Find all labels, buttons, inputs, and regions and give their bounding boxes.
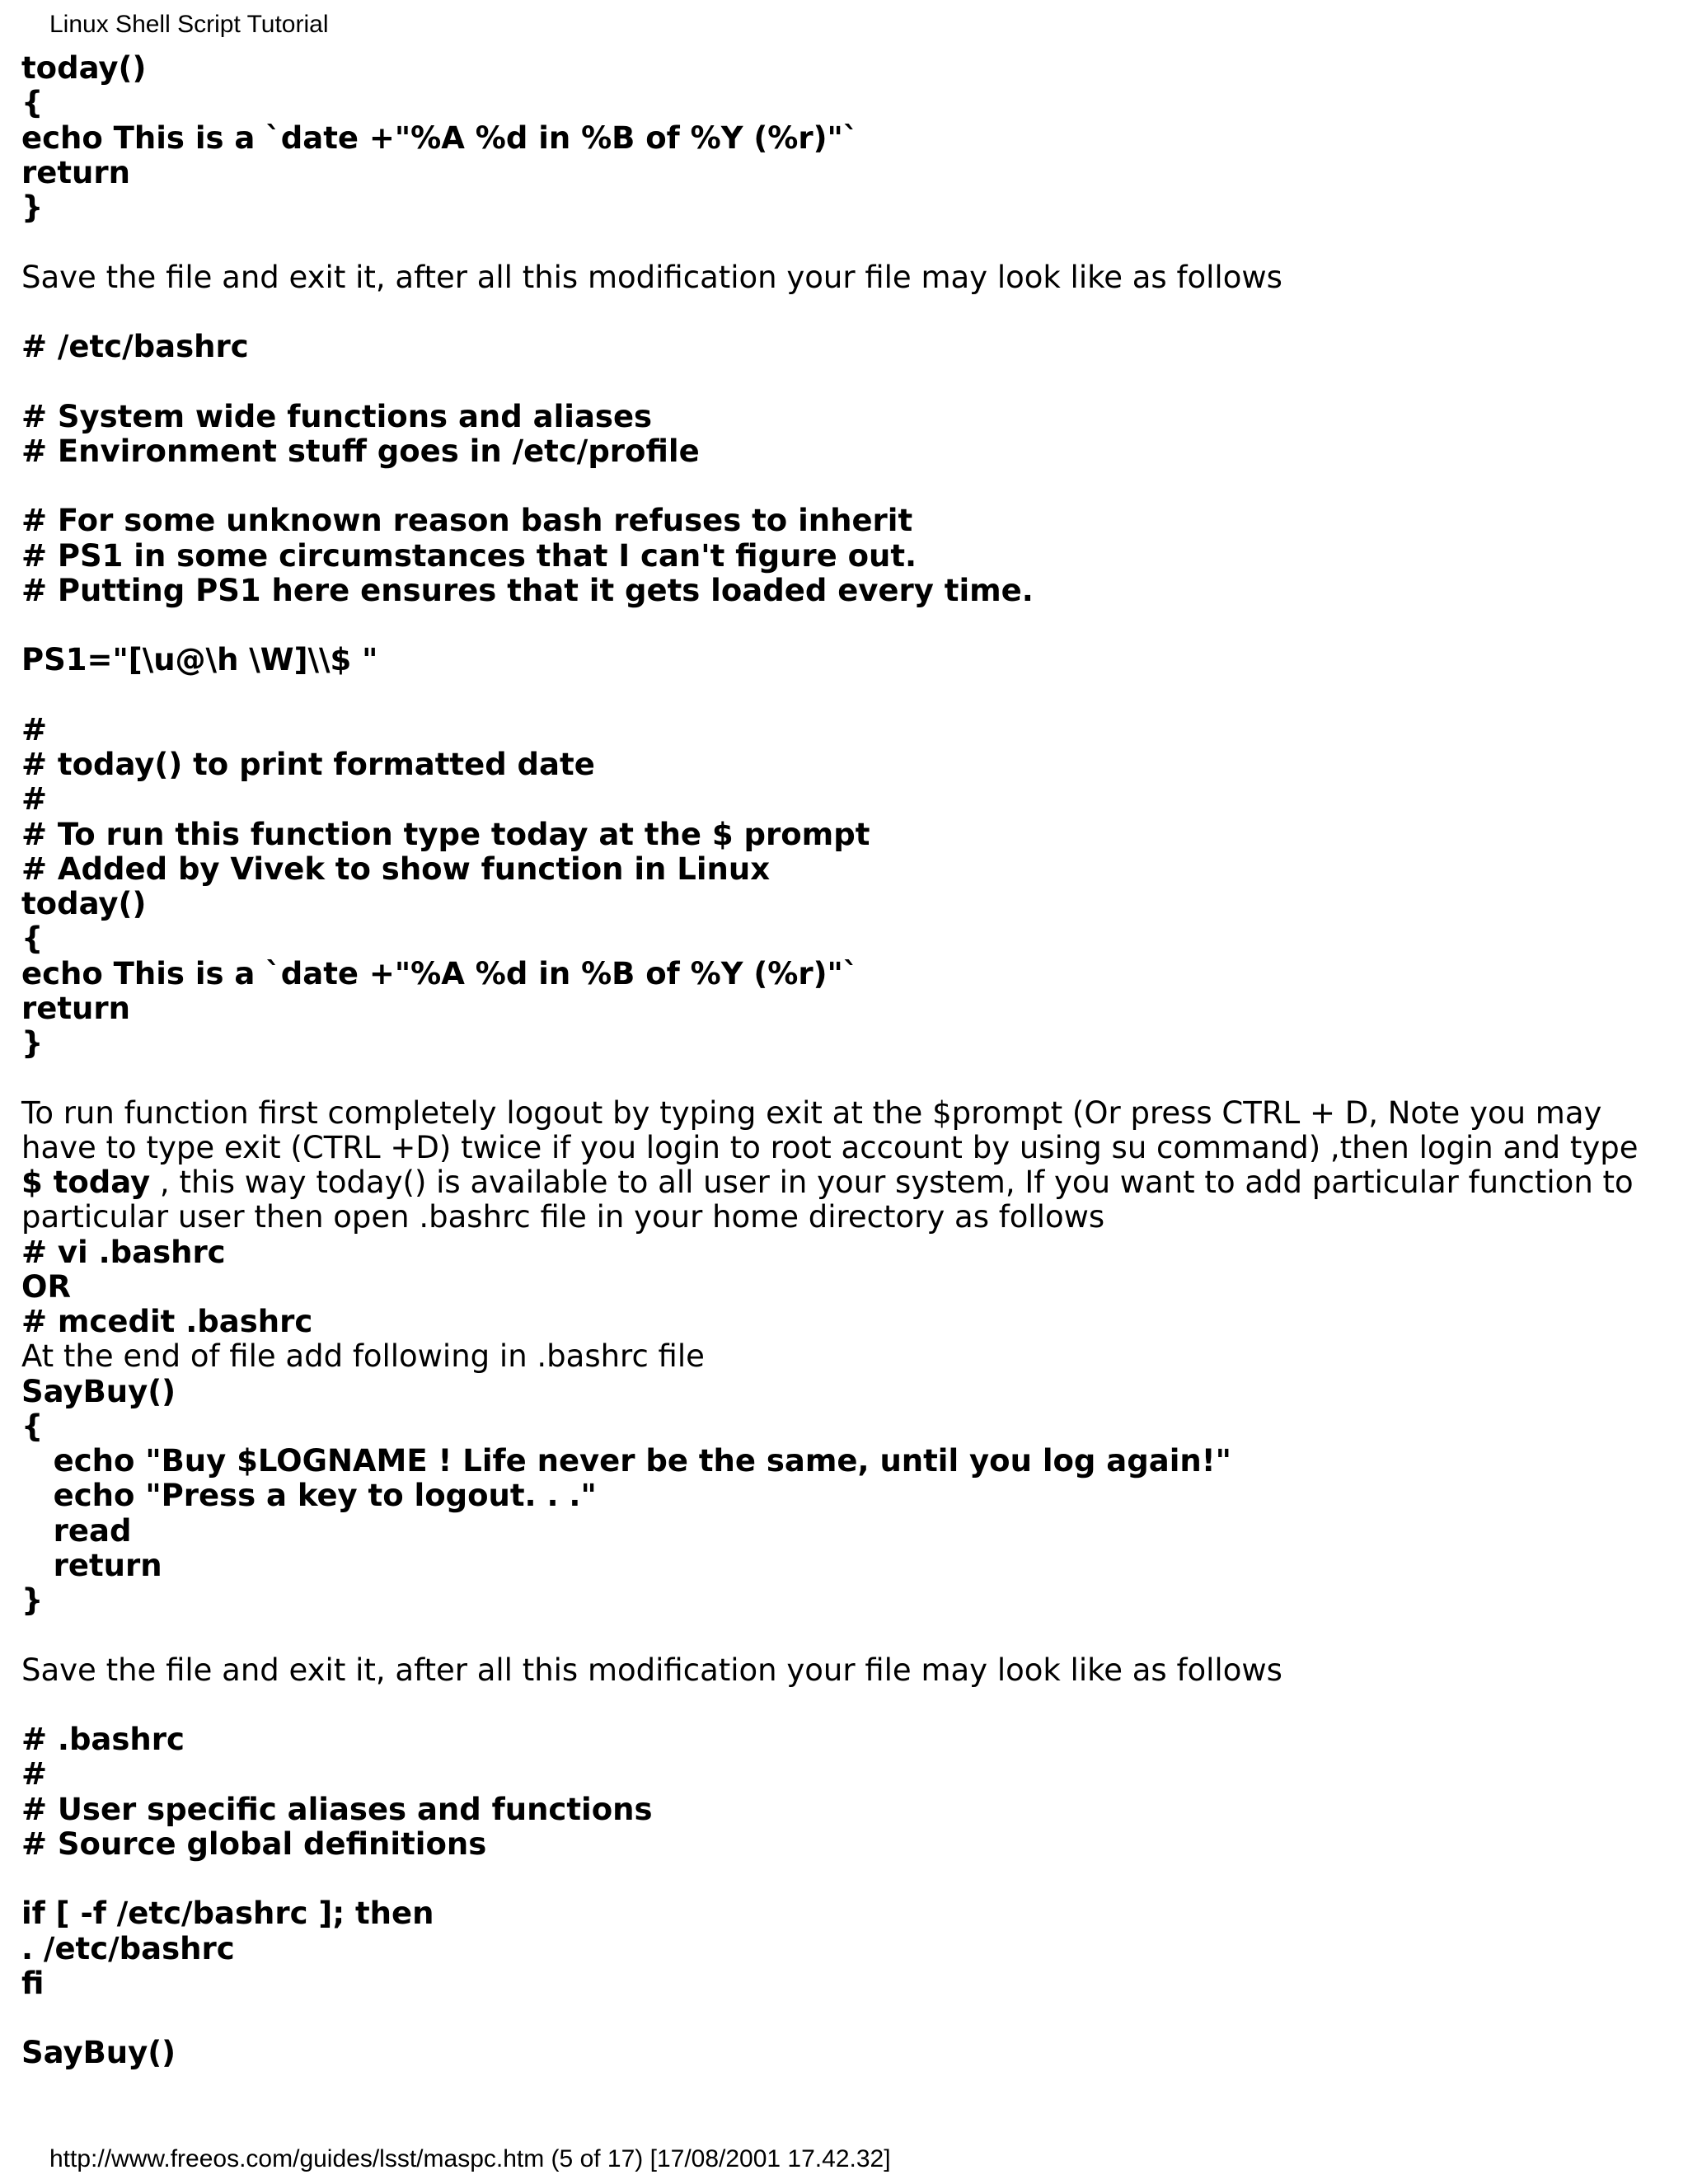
code-line: # Source global definitions — [21, 1825, 487, 1862]
code-line: if [ -f /etc/bashrc ]; then — [21, 1896, 434, 1932]
code-line: # Putting PS1 here ensures that it gets loaded every time. — [21, 572, 1034, 608]
code-line: # PS1 in some circumstances that I can't figure out. — [21, 537, 917, 574]
code-line: # vi .bashrc — [21, 1234, 226, 1270]
blank-line — [21, 295, 1662, 330]
code-line: # today() to print formatted date — [21, 747, 595, 782]
blank-line — [21, 1061, 1662, 1095]
code-line: return — [21, 990, 130, 1026]
code-line: # User specific aliases and functions — [21, 1791, 653, 1827]
code-line: echo This is a `date +"%A %d in %B of %Y (%r)"` — [21, 955, 859, 991]
code-line: return — [21, 1547, 162, 1583]
code-line: # — [21, 711, 48, 748]
code-line: # Environment stuff goes in /etc/profile — [21, 433, 700, 469]
blank-line — [21, 608, 1662, 643]
code-line: PS1="[\u@\h \W]\\$ " — [21, 642, 378, 678]
code-line: . /etc/bashrc — [21, 1930, 235, 1966]
code-line: # — [21, 1756, 48, 1793]
paragraph-text: , this way today() is available to all user in your system, If you want to add particular function to particular user then open .bashrc file in your home directory as follows — [21, 1165, 1634, 1235]
code-line: # /etc/bashrc — [21, 329, 249, 364]
page-footer-url: http://www.freeos.com/guides/lsst/maspc.htm (5 of 17) [17/08/2001 17.42.32] — [49, 2145, 891, 2172]
code-line: # Added by Vivek to show function in Linux — [21, 851, 771, 887]
blank-line — [21, 469, 1662, 504]
code-line: today() — [21, 886, 147, 921]
code-line: { — [21, 85, 44, 121]
code-line: echo "Press a key to logout. . ." — [21, 1478, 597, 1514]
code-line: { — [21, 921, 44, 957]
code-line: SayBuy() — [21, 2035, 176, 2071]
code-line: # mcedit .bashrc — [21, 1304, 313, 1339]
code-line: read — [21, 1512, 132, 1549]
code-line: { — [21, 1408, 44, 1444]
code-line: # For some unknown reason bash refuses to inherit — [21, 503, 913, 539]
code-line: echo "Buy $LOGNAME ! Life never be the same, until you log again!" — [21, 1443, 1231, 1479]
page-header-title: Linux Shell Script Tutorial — [49, 11, 329, 38]
text-line: At the end of file add following in .bashrc file — [21, 1338, 705, 1375]
code-line: # System wide functions and aliases — [21, 398, 653, 434]
blank-line — [21, 225, 1662, 260]
body-paragraph — [21, 1096, 1662, 1235]
code-line: } — [21, 1582, 44, 1618]
blank-line — [21, 1688, 1662, 1722]
document-body — [21, 51, 1662, 2071]
blank-line — [21, 678, 1662, 713]
paragraph-text: To run function first completely logout by typing exit at the $prompt (Or press CTRL + D, Note you may have to type exit (CTRL +D) twice if you login to root account by using su command) ,then login and type — [21, 1094, 1639, 1165]
code-line: } — [21, 1025, 44, 1061]
text-line: Save the file and exit it, after all this modification your file may look like as follows — [21, 259, 1282, 295]
blank-line — [21, 2001, 1662, 2036]
code-line: # — [21, 781, 48, 818]
code-line: OR — [21, 1268, 71, 1305]
code-line: echo This is a `date +"%A %d in %B of %Y (%r)"` — [21, 120, 859, 156]
code-line: # To run this function type today at the $ prompt — [21, 816, 870, 852]
blank-line — [21, 1618, 1662, 1652]
text-line: Save the file and exit it, after all this modification your file may look like as follows — [21, 1652, 1282, 1688]
code-line: fi — [21, 1965, 45, 2001]
code-line: } — [21, 190, 44, 225]
blank-line — [21, 1862, 1662, 1896]
code-line: return — [21, 154, 130, 190]
code-line: today() — [21, 50, 147, 86]
blank-line — [21, 364, 1662, 399]
code-line: SayBuy() — [21, 1373, 176, 1409]
inline-command: $ today — [21, 1165, 151, 1200]
code-line: # .bashrc — [21, 1722, 185, 1757]
